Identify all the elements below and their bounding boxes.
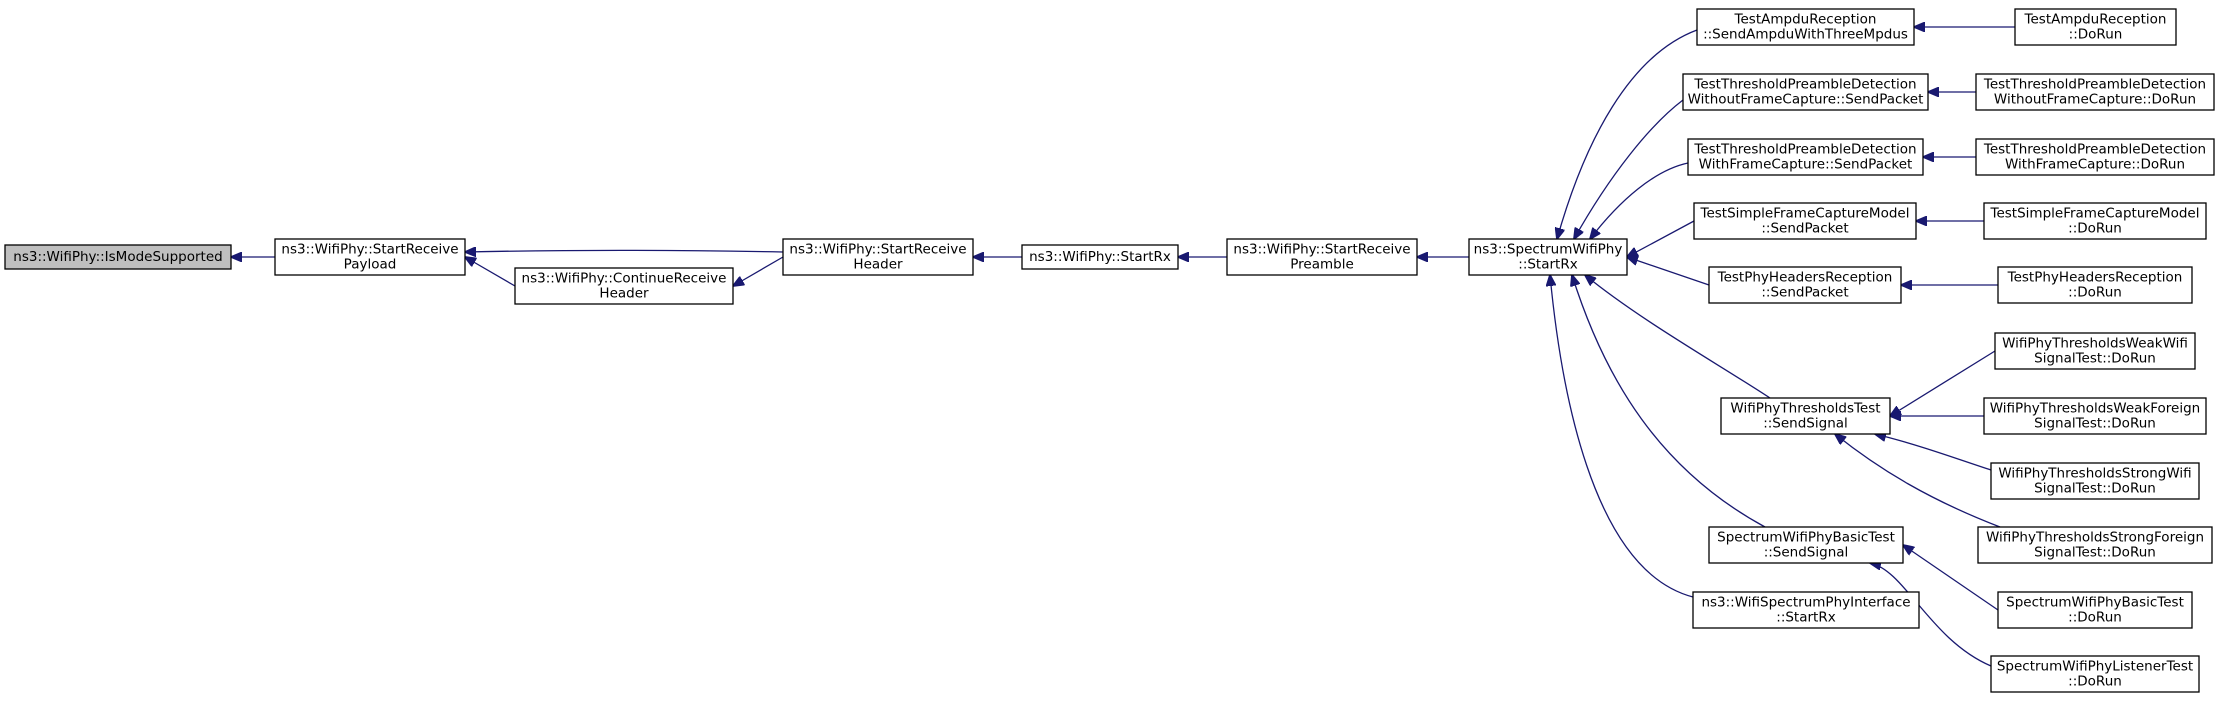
node-label-line: SignalTest::DoRun <box>2034 415 2156 432</box>
node-label-line: ns3::WifiPhy::StartReceive <box>1233 241 1411 258</box>
node-label-line: TestThresholdPreambleDetection <box>1983 76 2207 93</box>
node-label-line: ::DoRun <box>2068 284 2122 301</box>
node-continue-receive-header[interactable] <box>515 268 733 304</box>
node-label-line: WithFrameCapture::SendPacket <box>1698 156 1913 173</box>
node-listener-dorun[interactable] <box>1991 656 2199 692</box>
node-label-line: ::SendSignal <box>1763 544 1849 561</box>
node-label-line: ns3::SpectrumWifiPhy <box>1473 241 1623 258</box>
node-label-line: ::StartRx <box>1518 256 1578 273</box>
node-label-line: ::SendPacket <box>1761 284 1849 301</box>
node-label-line: WithoutFrameCapture::DoRun <box>1993 91 2197 108</box>
node-label-line: SpectrumWifiPhyBasicTest <box>2006 594 2184 611</box>
node-label-line: ::DoRun <box>2068 609 2122 626</box>
node-label-line: ::StartRx <box>1776 609 1836 626</box>
edge-thr_wo_send-to-spectrum_start_rx <box>1574 100 1683 239</box>
node-label-line: Preamble <box>1290 256 1354 273</box>
node-label-line: TestThresholdPreambleDetection <box>1983 141 2207 158</box>
node-start-receive-header[interactable] <box>783 239 973 275</box>
edge-strong_foreign-to-thresholds_send <box>1835 434 2000 527</box>
node-weak-foreign[interactable] <box>1984 398 2206 434</box>
node-label-line: ns3::WifiPhy::StartReceive <box>281 241 459 258</box>
node-label-line: TestPhyHeadersReception <box>2007 269 2183 286</box>
node-label-line: WifiPhyThresholdsStrongForeign <box>1985 529 2205 546</box>
edge-start_receive_header-to-start_receive_payload <box>465 251 783 253</box>
node-thr-wo-send[interactable] <box>1683 74 1928 110</box>
node-label-line: SpectrumWifiPhyListenerTest <box>1996 658 2194 675</box>
node-basic-send[interactable] <box>1709 527 1903 563</box>
node-headers-dorun[interactable] <box>1998 267 2192 303</box>
node-label-line: ns3::WifiSpectrumPhyInterface <box>1701 594 1911 611</box>
edge-interface_start_rx-to-spectrum_start_rx <box>1550 275 1693 597</box>
node-basic-dorun[interactable] <box>1998 592 2192 628</box>
node-label-line: SpectrumWifiPhyBasicTest <box>1717 529 1895 546</box>
node-label-line: ns3::WifiPhy::StartReceive <box>789 241 967 258</box>
node-label-line: TestAmpduReception <box>2024 11 2167 28</box>
edge-thr_w_send-to-spectrum_start_rx <box>1590 163 1688 239</box>
node-label-line: ::SendPacket <box>1761 220 1849 237</box>
node-thr-w-dorun[interactable] <box>1976 139 2214 175</box>
edge-strong_wifi-to-thresholds_send <box>1875 434 1991 470</box>
node-label-line: ::SendAmpduWithThreeMpdus <box>1703 26 1908 43</box>
edge-simple_send-to-spectrum_start_rx <box>1627 221 1694 257</box>
node-label-line: ::DoRun <box>2068 220 2122 237</box>
node-thr-w-send[interactable] <box>1688 139 1923 175</box>
node-thr-wo-dorun[interactable] <box>1976 74 2214 110</box>
node-thresholds-send[interactable] <box>1721 398 1890 434</box>
node-label-line: Header <box>599 285 649 302</box>
node-label-line: WifiPhyThresholdsWeakForeign <box>1989 400 2201 417</box>
node-is-mode-supported[interactable] <box>5 245 231 269</box>
node-start-receive-payload[interactable] <box>275 239 465 275</box>
node-label-line: SignalTest::DoRun <box>2034 544 2156 561</box>
node-interface-start-rx[interactable] <box>1693 592 1919 628</box>
node-start-rx[interactable] <box>1022 245 1178 269</box>
node-label-line: TestAmpduReception <box>1734 11 1877 28</box>
node-label-line: WithoutFrameCapture::SendPacket <box>1687 91 1924 108</box>
node-simple-send[interactable] <box>1694 203 1916 239</box>
edge-continue_receive_header-to-start_receive_payload <box>465 257 515 286</box>
node-label-line: WifiPhyThresholdsStrongWifi <box>1998 465 2192 482</box>
node-label-line: TestSimpleFrameCaptureModel <box>1990 205 2200 222</box>
node-label-line: ::DoRun <box>2068 673 2122 690</box>
node-simple-dorun[interactable] <box>1984 203 2206 239</box>
node-strong-wifi[interactable] <box>1991 463 2199 499</box>
edge-headers_send-to-spectrum_start_rx <box>1627 257 1709 285</box>
edge-start_receive_header-to-continue_receive_header <box>733 257 783 286</box>
node-start-receive-preamble[interactable] <box>1227 239 1417 275</box>
node-label-line: TestThresholdPreambleDetection <box>1694 76 1917 93</box>
node-label-line: Header <box>853 256 903 273</box>
node-label-line: WithFrameCapture::DoRun <box>2004 156 2186 173</box>
node-label-line: ns3::WifiPhy::IsModeSupported <box>13 249 223 265</box>
nodes-layer <box>5 9 2214 692</box>
node-label-line: TestThresholdPreambleDetection <box>1694 141 1917 158</box>
node-label-line: TestPhyHeadersReception <box>1717 269 1893 286</box>
node-label-line: ns3::WifiPhy::ContinueReceive <box>521 270 727 287</box>
edge-ampdu_send-to-spectrum_start_rx <box>1557 30 1697 239</box>
node-ampdu-dorun[interactable] <box>2015 9 2176 45</box>
node-headers-send[interactable] <box>1709 267 1901 303</box>
edges-layer <box>231 27 2015 666</box>
node-label-line: TestSimpleFrameCaptureModel <box>1700 205 1910 222</box>
node-strong-foreign[interactable] <box>1978 527 2212 563</box>
node-label-line: WifiPhyThresholdsTest <box>1730 400 1881 417</box>
node-label-line: SignalTest::DoRun <box>2034 350 2156 367</box>
node-label-line: SignalTest::DoRun <box>2034 480 2156 497</box>
edge-weak_wifi-to-thresholds_send <box>1890 351 1995 416</box>
node-label-line: ns3::WifiPhy::StartRx <box>1029 249 1171 265</box>
node-weak-wifi[interactable] <box>1995 333 2195 369</box>
node-label-line: ::SendSignal <box>1763 415 1848 432</box>
node-ampdu-send[interactable] <box>1697 9 1914 45</box>
node-label-line: WifiPhyThresholdsWeakWifi <box>2002 335 2188 352</box>
node-spectrum-start-rx[interactable] <box>1469 239 1627 275</box>
node-label-line: Payload <box>343 256 397 273</box>
node-label-line: ::DoRun <box>2068 26 2123 43</box>
